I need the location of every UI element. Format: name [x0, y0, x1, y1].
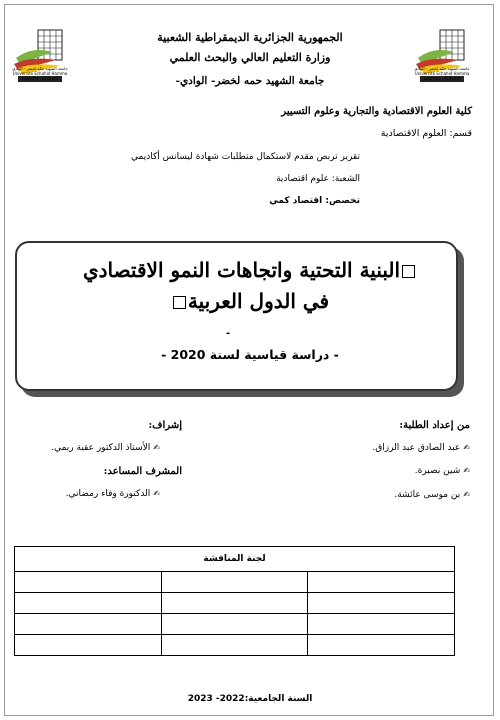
supervisor-label: إشراف:: [148, 420, 182, 431]
specialty-name: تخصص: اقتصاد كمي: [269, 196, 360, 206]
supervisor-name: ✍الأستاذ الدكتور عقبة ربمي.: [51, 443, 160, 453]
pen-icon: ✍: [153, 489, 160, 498]
pen-icon: ✍: [153, 443, 160, 452]
student-name-2: ✍شين نصيرة.: [414, 466, 470, 476]
report-description: تقرير تربص مقدم لاستكمال متطلبات شهادة ليسانس أكاديمي: [131, 152, 360, 162]
student-name-1: ✍عبد الصادق عبد الرزاق.: [372, 443, 470, 453]
logo-caption-lat: Université Echahid Hamma Lakhdar - El Oued: [12, 71, 68, 81]
pen-icon: ✍: [463, 466, 470, 475]
ministry-heading: وزارة التعليم العالي والبحث العلمي: [169, 51, 331, 64]
pen-icon: ✍: [463, 443, 470, 452]
table-row: [15, 572, 455, 593]
thesis-title-line1: [0, 258, 500, 282]
jury-table: [14, 546, 455, 656]
co-supervisor-label: المشرف المساعد:: [103, 466, 182, 477]
republic-heading: الجمهورية الجزائرية الديمقراطية الشعبية: [157, 31, 343, 44]
branch-name: الشعبة: علوم اقتصادية: [276, 174, 360, 184]
thesis-title-line2: [0, 289, 500, 313]
jury-table-header: لجنة المناقشة: [15, 547, 455, 572]
logo-caption-lat: Université Echahid Hamma Lakhdar - El Oued: [414, 71, 470, 81]
table-row: [15, 614, 455, 635]
title-line1-text: البنية التحتية واتجاهات النمو الاقتصادي: [82, 258, 401, 282]
table-row: [15, 635, 455, 656]
title-line2-text: في الدول العربية: [187, 289, 330, 313]
faculty-name: كلية العلوم الاقتصادية والتجارية وعلوم التسيير: [281, 106, 472, 117]
thesis-subtitle: - دراسة قياسية لسنة 2020 -: [161, 347, 339, 362]
logo-caption-ar: جامعة الشهيد حمّه لخضر - الوادي: [414, 66, 470, 71]
logo-caption-ar: جامعة الشهيد حمّه لخضر - الوادي: [12, 66, 68, 71]
table-row: [15, 593, 455, 614]
department-name: قسم: العلوم الاقتصادية: [380, 128, 472, 139]
checkbox-square-icon: [173, 296, 186, 309]
co-supervisor-name: ✍الدكتورة وفاء رمضاني.: [65, 489, 160, 499]
university-heading: جامعة الشهيد حمه لخضر- الوادي-: [175, 75, 325, 87]
checkbox-square-icon: [402, 265, 415, 278]
students-label: من إعداد الطلبة:: [399, 420, 470, 431]
pen-icon: ✍: [463, 490, 470, 499]
academic-year: السنة الجامعية:2022- 2023: [187, 694, 313, 704]
student-name-3: ✍بن موسى عائشة.: [394, 490, 470, 500]
title-dot: -: [226, 328, 231, 339]
